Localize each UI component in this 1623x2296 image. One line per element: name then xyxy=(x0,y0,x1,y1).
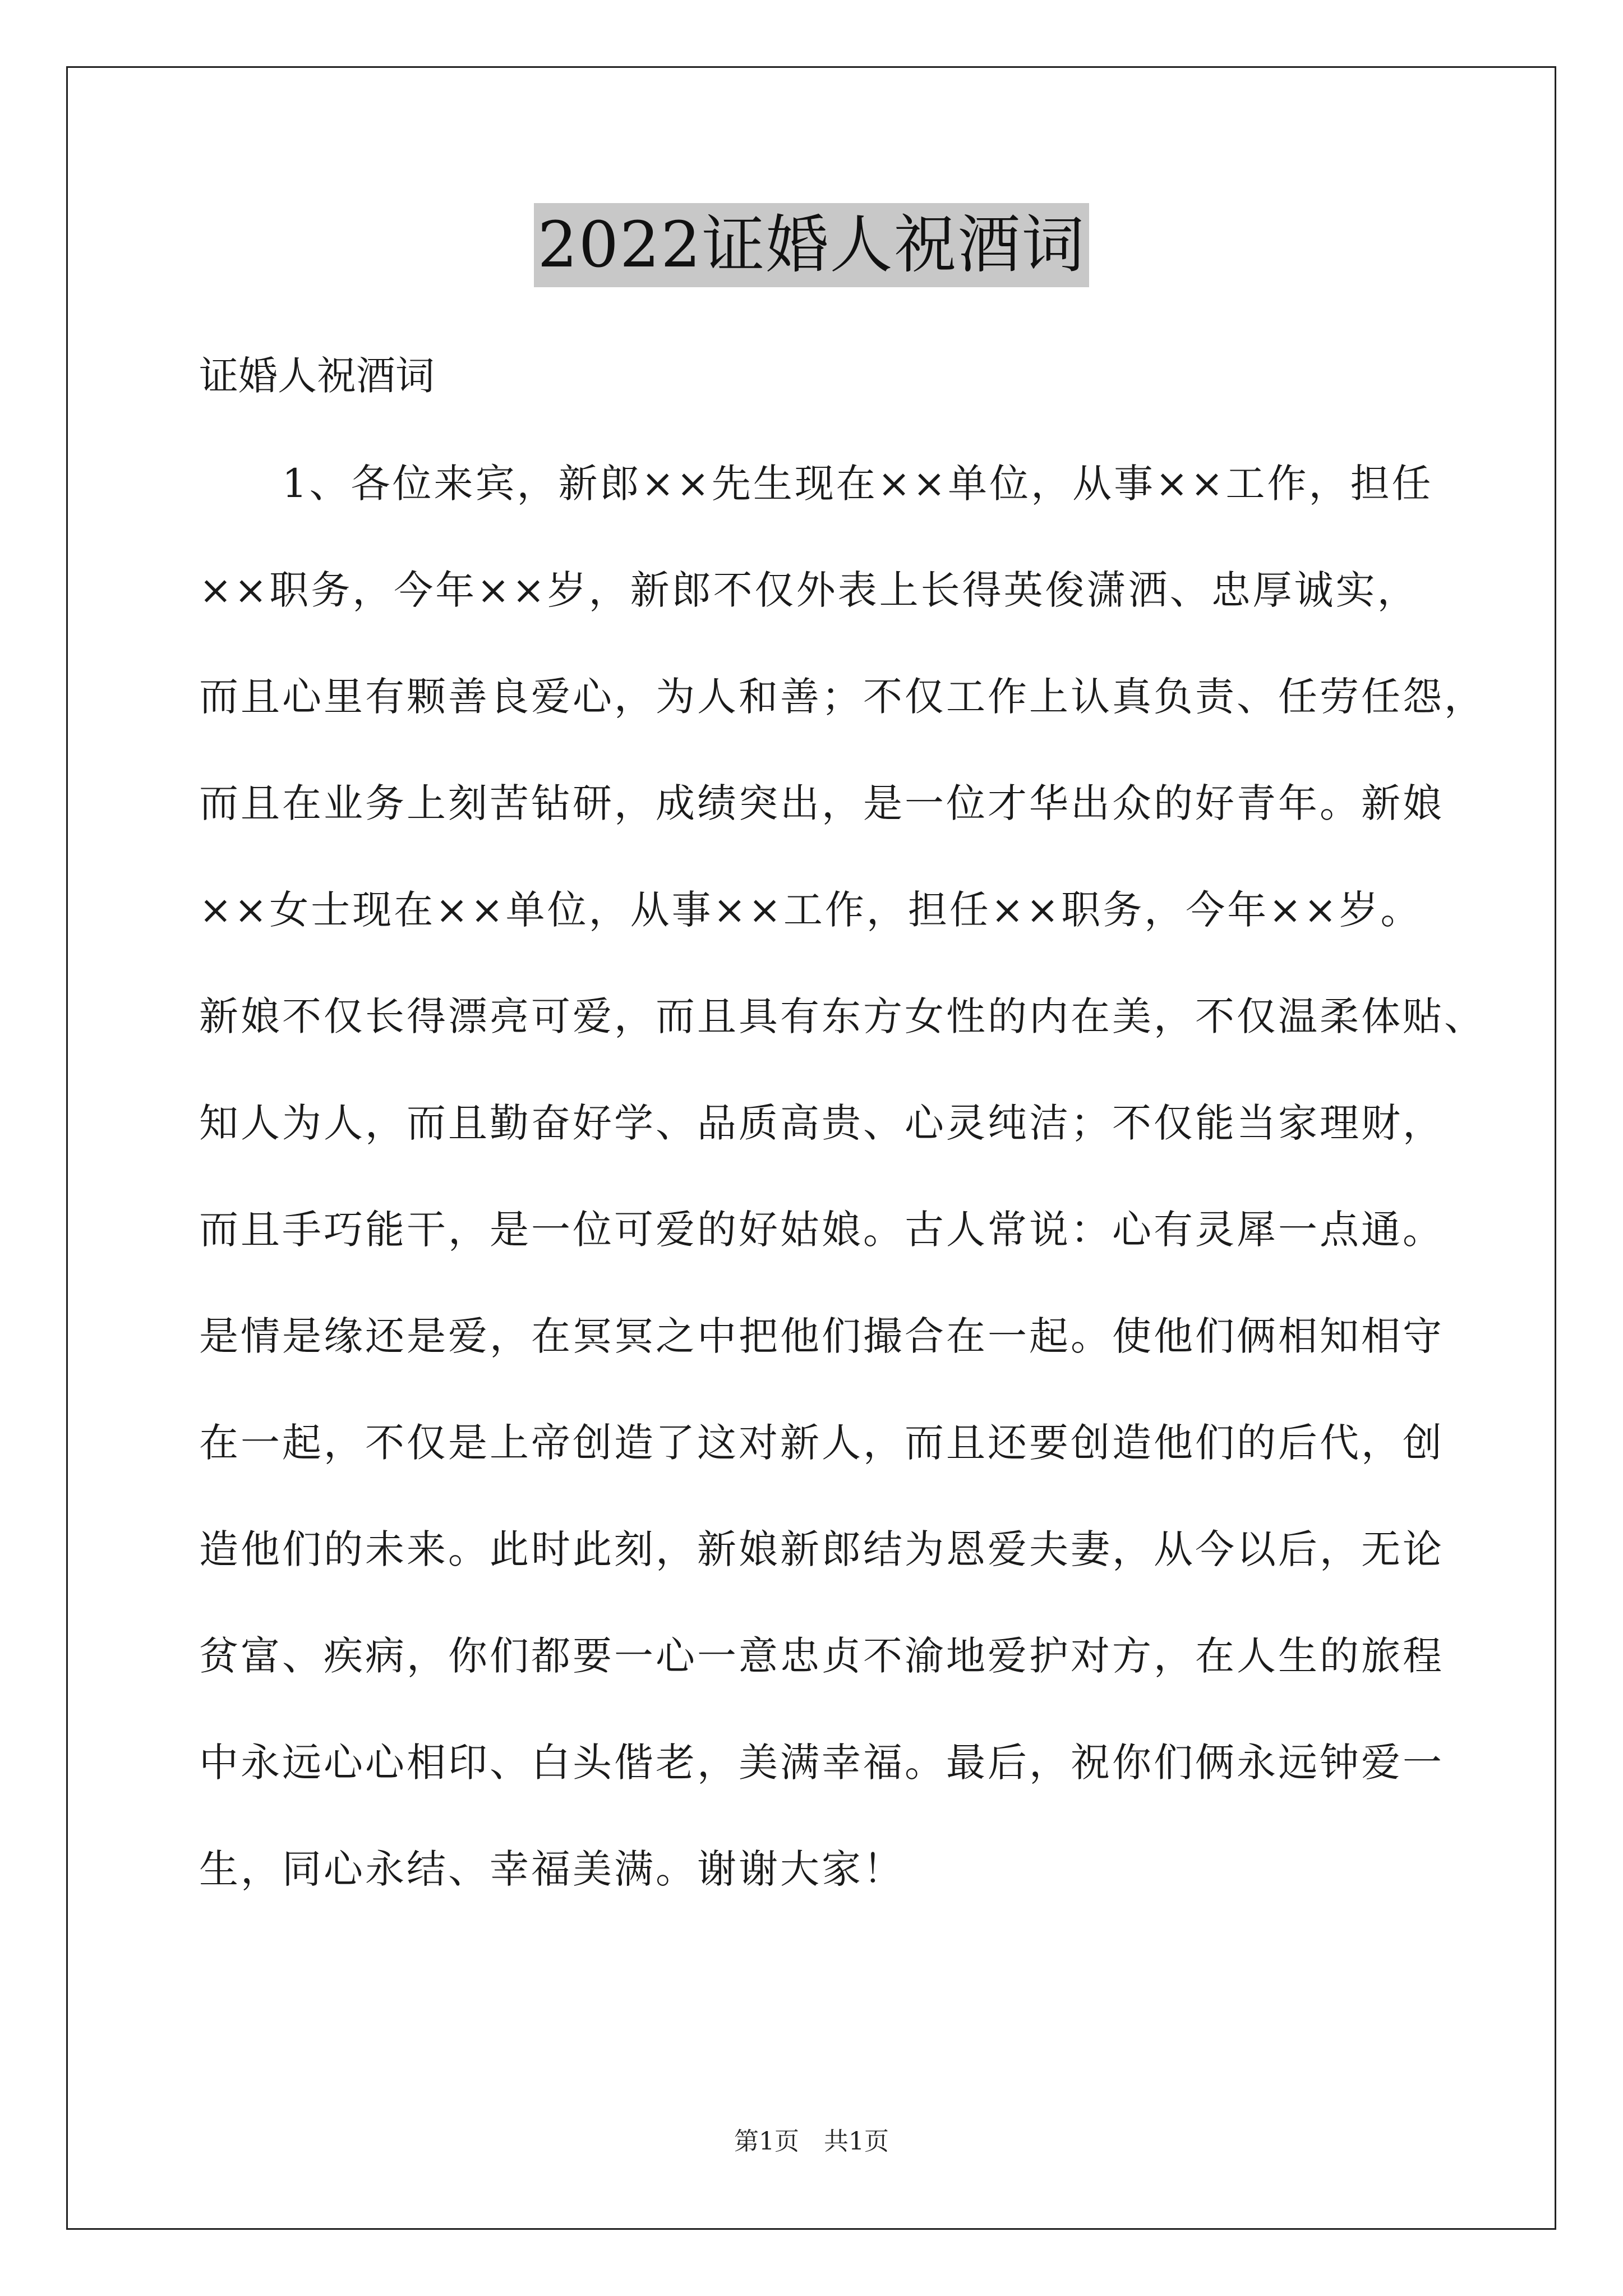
title-container xyxy=(0,203,1623,287)
body-line: 中永远心心相印、白头偕老，美满幸福。最后，祝你们俩永远钟爱一 xyxy=(199,1740,1444,1786)
document-subtitle: 证婚人祝酒词 xyxy=(199,353,435,399)
body-line: 1、各位来宾，新郎××先生现在××单位，从事××工作，担任 xyxy=(282,461,1433,507)
body-line: ××职务，今年××岁，新郎不仅外表上长得英俊潇洒、忠厚诚实， xyxy=(199,567,1419,613)
document-title: 2022证婚人祝酒词 xyxy=(534,203,1089,287)
body-line: 知人为人，而且勤奋好学、品质高贵、心灵纯洁；不仅能当家理财， xyxy=(199,1100,1444,1146)
body-line: 新娘不仅长得漂亮可爱，而且具有东方女性的内在美，不仅温柔体贴、 xyxy=(199,993,1486,1039)
body-line: 生，同心永结、幸福美满。谢谢大家！ xyxy=(199,1846,905,1892)
page-footer: 第1页 共1页 xyxy=(734,2127,889,2156)
body-line: 而且在业务上刻苦钻研，成绩突出，是一位才华出众的好青年。新娘 xyxy=(199,780,1444,826)
body-line: 在一起，不仅是上帝创造了这对新人，而且还要创造他们的后代，创 xyxy=(199,1420,1444,1466)
body-line: 造他们的未来。此时此刻，新娘新郎结为恩爱夫妻，从今以后，无论 xyxy=(199,1526,1444,1572)
body-line: 而且心里有颗善良爱心，为人和善；不仅工作上认真负责、任劳任怨， xyxy=(199,674,1486,720)
body-line: 贫富、疾病，你们都要一心一意忠贞不渝地爱护对方，在人生的旅程 xyxy=(199,1633,1444,1679)
body-paragraph xyxy=(199,455,1486,1948)
body-line: 而且手巧能干，是一位可爱的好姑娘。古人常说：心有灵犀一点通。 xyxy=(199,1207,1444,1253)
body-line: 是情是缘还是爱，在冥冥之中把他们撮合在一起。使他们俩相知相守 xyxy=(199,1313,1444,1359)
body-line: ××女士现在××单位，从事××工作，担任××职务，今年××岁。 xyxy=(199,887,1422,933)
